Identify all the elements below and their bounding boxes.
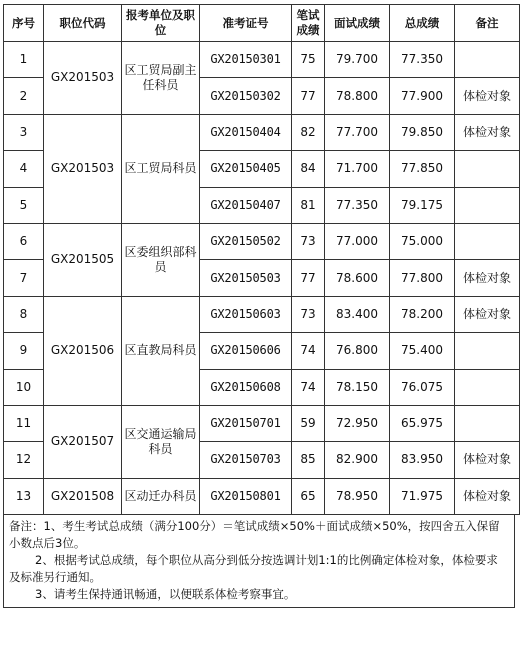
seq-cell: 8 xyxy=(4,296,44,332)
position-code-cell: GX201506 xyxy=(44,296,122,405)
seq-cell: 11 xyxy=(4,405,44,441)
exam-no-cell: GX20150405 xyxy=(200,151,292,187)
seq-cell: 5 xyxy=(4,187,44,223)
total-score-cell: 65.975 xyxy=(390,405,455,441)
table-row xyxy=(4,42,520,78)
seq-cell: 4 xyxy=(4,151,44,187)
interview-score-cell: 78.800 xyxy=(325,78,390,114)
position-code-cell: GX201505 xyxy=(44,223,122,296)
results-table xyxy=(3,4,520,515)
unit-cell: 区直教局科员 xyxy=(122,296,200,405)
written-score-cell: 59 xyxy=(292,405,325,441)
written-score-cell: 77 xyxy=(292,260,325,296)
position-code-cell: GX201503 xyxy=(44,114,122,223)
remark-cell xyxy=(455,151,520,187)
interview-score-cell: 82.900 xyxy=(325,442,390,478)
remark-cell: 体检对象 xyxy=(455,296,520,332)
unit-cell: 区动迁办科员 xyxy=(122,478,200,514)
total-score-cell: 75.000 xyxy=(390,223,455,259)
note-2: 2、根据考试总成绩，每个职位从高分到低分按选调计划1:1的比例确定体检对象，体检要求及标准另行通知。 xyxy=(9,553,498,585)
note-1: 备注：1、考生考试总成绩（满分100分）＝笔试成绩×50%＋面试成绩×50%，按四舍五入保留小数点后3位。 xyxy=(9,519,500,551)
remark-cell: 体检对象 xyxy=(455,78,520,114)
exam-no-cell: GX20150608 xyxy=(200,369,292,405)
remark-cell xyxy=(455,187,520,223)
seq-cell: 1 xyxy=(4,42,44,78)
total-score-cell: 77.850 xyxy=(390,151,455,187)
seq-cell: 9 xyxy=(4,333,44,369)
remark-cell: 体检对象 xyxy=(455,114,520,150)
position-code-cell: GX201508 xyxy=(44,478,122,514)
written-score-cell: 84 xyxy=(292,151,325,187)
interview-score-cell: 78.150 xyxy=(325,369,390,405)
written-score-cell: 85 xyxy=(292,442,325,478)
remark-cell xyxy=(455,333,520,369)
exam-no-cell: GX20150603 xyxy=(200,296,292,332)
interview-score-cell: 77.700 xyxy=(325,114,390,150)
total-score-cell: 75.400 xyxy=(390,333,455,369)
total-score-cell: 83.950 xyxy=(390,442,455,478)
interview-score-cell: 77.350 xyxy=(325,187,390,223)
total-score-cell: 79.175 xyxy=(390,187,455,223)
header-position-code: 职位代码 xyxy=(44,5,122,42)
total-score-cell: 77.800 xyxy=(390,260,455,296)
table-row xyxy=(4,405,520,441)
written-score-cell: 82 xyxy=(292,114,325,150)
seq-cell: 6 xyxy=(4,223,44,259)
total-score-cell: 78.200 xyxy=(390,296,455,332)
table-row xyxy=(4,296,520,332)
total-score-cell: 77.350 xyxy=(390,42,455,78)
remark-cell xyxy=(455,369,520,405)
notes-section xyxy=(3,515,515,608)
written-score-cell: 74 xyxy=(292,369,325,405)
exam-no-cell: GX20150703 xyxy=(200,442,292,478)
seq-cell: 7 xyxy=(4,260,44,296)
total-score-cell: 76.075 xyxy=(390,369,455,405)
interview-score-cell: 78.950 xyxy=(325,478,390,514)
exam-no-cell: GX20150302 xyxy=(200,78,292,114)
exam-no-cell: GX20150407 xyxy=(200,187,292,223)
header-written: 笔试成绩 xyxy=(292,5,325,42)
seq-cell: 2 xyxy=(4,78,44,114)
total-score-cell: 77.900 xyxy=(390,78,455,114)
written-score-cell: 77 xyxy=(292,78,325,114)
written-score-cell: 81 xyxy=(292,187,325,223)
unit-cell: 区工贸局副主任科员 xyxy=(122,42,200,115)
exam-no-cell: GX20150502 xyxy=(200,223,292,259)
written-score-cell: 75 xyxy=(292,42,325,78)
remark-cell xyxy=(455,223,520,259)
interview-score-cell: 72.950 xyxy=(325,405,390,441)
table-row xyxy=(4,223,520,259)
remark-cell xyxy=(455,42,520,78)
total-score-cell: 71.975 xyxy=(390,478,455,514)
seq-cell: 12 xyxy=(4,442,44,478)
seq-cell: 3 xyxy=(4,114,44,150)
interview-score-cell: 77.000 xyxy=(325,223,390,259)
interview-score-cell: 76.800 xyxy=(325,333,390,369)
unit-cell: 区交通运输局科员 xyxy=(122,405,200,478)
seq-cell: 13 xyxy=(4,478,44,514)
remark-cell: 体检对象 xyxy=(455,478,520,514)
written-score-cell: 73 xyxy=(292,296,325,332)
exam-no-cell: GX20150404 xyxy=(200,114,292,150)
header-interview: 面试成绩 xyxy=(325,5,390,42)
remark-cell xyxy=(455,405,520,441)
seq-cell: 10 xyxy=(4,369,44,405)
position-code-cell: GX201507 xyxy=(44,405,122,478)
remark-cell: 体检对象 xyxy=(455,442,520,478)
written-score-cell: 74 xyxy=(292,333,325,369)
results-document xyxy=(3,4,519,608)
unit-cell: 区委组织部科员 xyxy=(122,223,200,296)
written-score-cell: 73 xyxy=(292,223,325,259)
exam-no-cell: GX20150301 xyxy=(200,42,292,78)
header-seq: 序号 xyxy=(4,5,44,42)
exam-no-cell: GX20150701 xyxy=(200,405,292,441)
header-total: 总成绩 xyxy=(390,5,455,42)
header-exam-no: 准考证号 xyxy=(200,5,292,42)
interview-score-cell: 71.700 xyxy=(325,151,390,187)
exam-no-cell: GX20150801 xyxy=(200,478,292,514)
remark-cell: 体检对象 xyxy=(455,260,520,296)
written-score-cell: 65 xyxy=(292,478,325,514)
header-row xyxy=(4,5,520,42)
interview-score-cell: 79.700 xyxy=(325,42,390,78)
table-row xyxy=(4,114,520,150)
unit-cell: 区工贸局科员 xyxy=(122,114,200,223)
position-code-cell: GX201503 xyxy=(44,42,122,115)
table-row xyxy=(4,478,520,514)
header-unit: 报考单位及职位 xyxy=(122,5,200,42)
interview-score-cell: 78.600 xyxy=(325,260,390,296)
exam-no-cell: GX20150503 xyxy=(200,260,292,296)
exam-no-cell: GX20150606 xyxy=(200,333,292,369)
note-3: 3、请考生保持通讯畅通，以便联系体检考察事宜。 xyxy=(35,587,296,602)
interview-score-cell: 83.400 xyxy=(325,296,390,332)
header-remark: 备注 xyxy=(455,5,520,42)
total-score-cell: 79.850 xyxy=(390,114,455,150)
